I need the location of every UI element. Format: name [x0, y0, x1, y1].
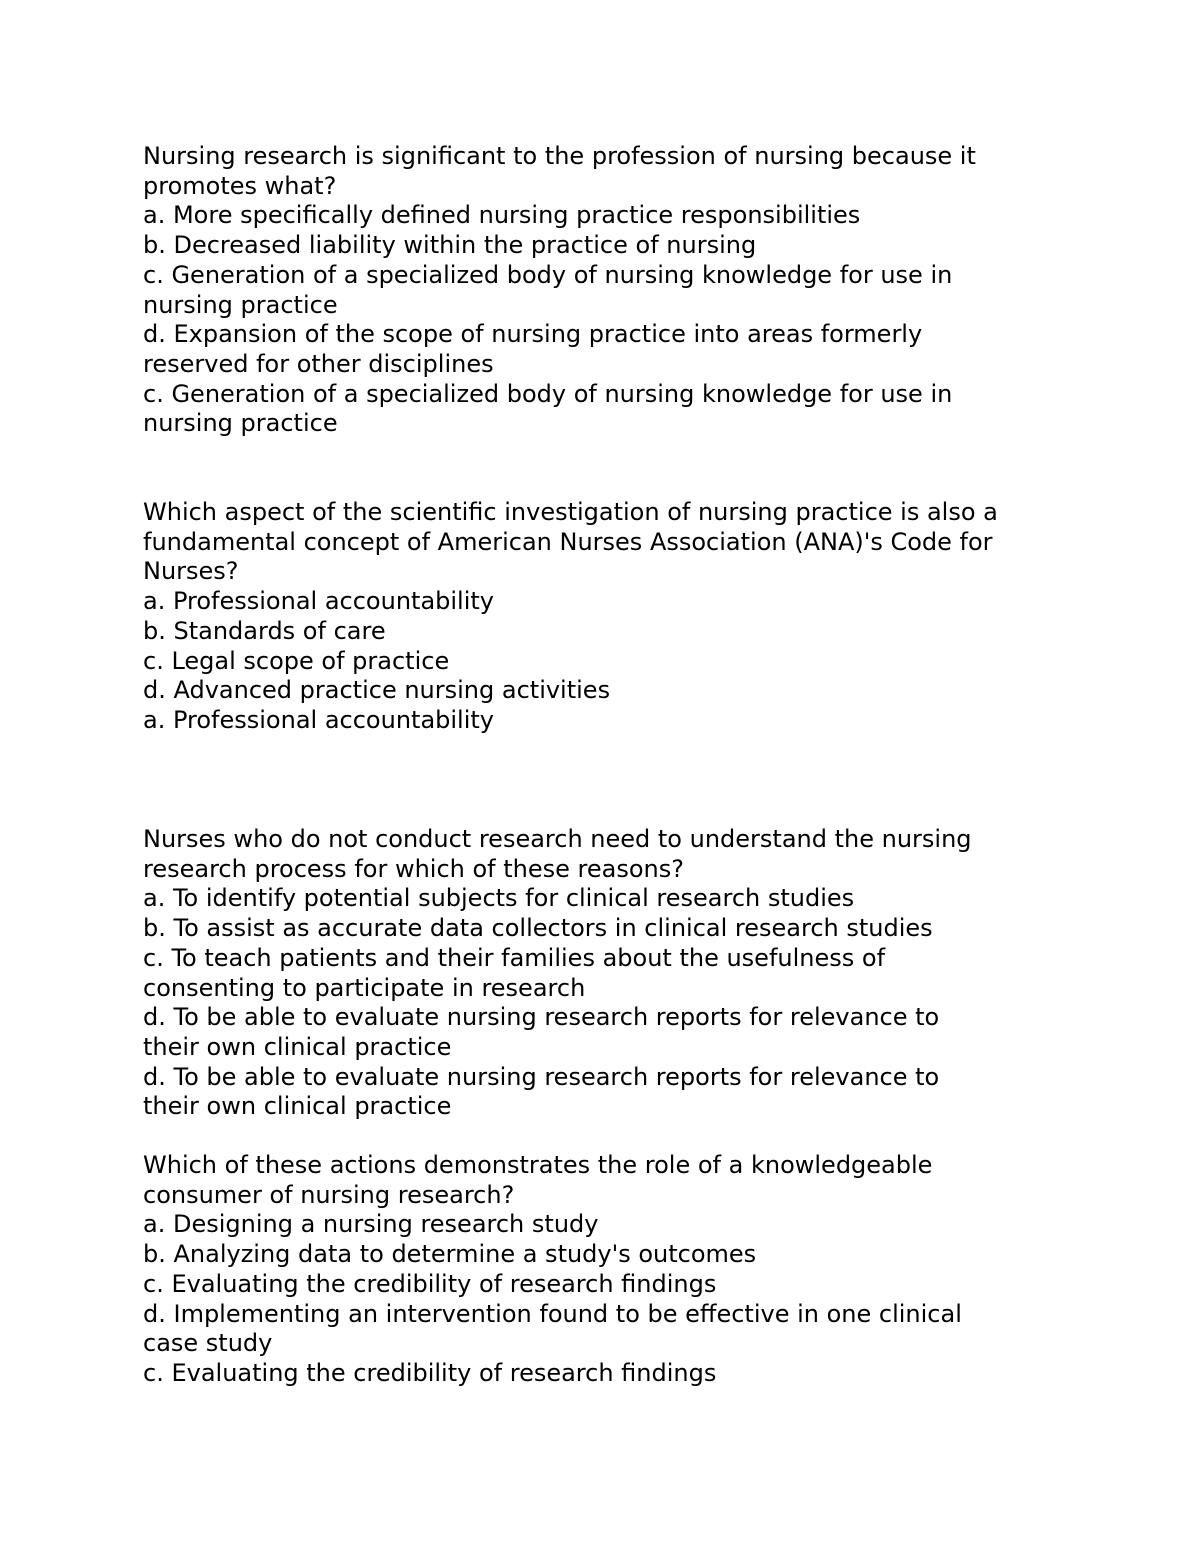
question-block-1	[143, 142, 1063, 439]
option-c: c. Legal scope of practice	[143, 646, 450, 675]
question-text-line: promotes what?	[143, 171, 337, 200]
option-d-continued: their own clinical practice	[143, 1032, 452, 1061]
answer-line: a. Professional accountability	[143, 705, 494, 734]
question-text-line: Nurses who do not conduct research need to understand the nursing	[143, 825, 972, 853]
option-d-continued: case study	[143, 1329, 273, 1358]
question-text-line: Nurses?	[143, 557, 239, 586]
option-c-continued: nursing practice	[143, 290, 338, 319]
option-c: c. Evaluating the credibility of research findings	[143, 1269, 717, 1298]
option-b: b. Standards of care	[143, 616, 386, 645]
question-block-2	[143, 498, 1063, 736]
option-a: a. To identify potential subjects for clinical research studies	[143, 884, 855, 913]
option-c: c. To teach patients and their families about the usefulness of	[143, 943, 886, 972]
option-b: b. To assist as accurate data collectors in clinical research studies	[143, 914, 933, 943]
option-a: a. Professional accountability	[143, 587, 494, 616]
question-block-4	[143, 1151, 1063, 1389]
question-block-3	[143, 825, 1063, 1122]
question-text-line: Nursing research is significant to the profession of nursing because it	[143, 142, 976, 170]
answer-line-continued: nursing practice	[143, 409, 338, 438]
option-b: b. Analyzing data to determine a study's outcomes	[143, 1240, 757, 1269]
answer-line: d. To be able to evaluate nursing research reports for relevance to	[143, 1062, 940, 1091]
option-d: d. Expansion of the scope of nursing practice into areas formerly	[143, 320, 923, 349]
option-c-continued: consenting to participate in research	[143, 973, 586, 1002]
option-d: d. Implementing an intervention found to be effective in one clinical	[143, 1299, 962, 1328]
question-text-line: consumer of nursing research?	[143, 1180, 515, 1209]
question-text-line: research process for which of these reasons?	[143, 854, 684, 883]
answer-line: c. Generation of a specialized body of nursing knowledge for use in	[143, 379, 953, 408]
answer-line-continued: their own clinical practice	[143, 1092, 452, 1121]
question-text-line: Which of these actions demonstrates the role of a knowledgeable	[143, 1151, 933, 1179]
option-d: d. Advanced practice nursing activities	[143, 676, 611, 705]
answer-line: c. Evaluating the credibility of research findings	[143, 1358, 717, 1387]
option-a: a. More specifically defined nursing practice responsibilities	[143, 201, 861, 230]
question-text-line: Which aspect of the scientific investigation of nursing practice is also a	[143, 498, 998, 526]
option-c: c. Generation of a specialized body of nursing knowledge for use in	[143, 260, 953, 289]
question-text-line: fundamental concept of American Nurses Association (ANA)'s Code for	[143, 527, 993, 556]
option-d: d. To be able to evaluate nursing research reports for relevance to	[143, 1003, 940, 1032]
option-a: a. Designing a nursing research study	[143, 1210, 599, 1239]
option-b: b. Decreased liability within the practice of nursing	[143, 231, 757, 260]
option-d-continued: reserved for other disciplines	[143, 349, 494, 378]
